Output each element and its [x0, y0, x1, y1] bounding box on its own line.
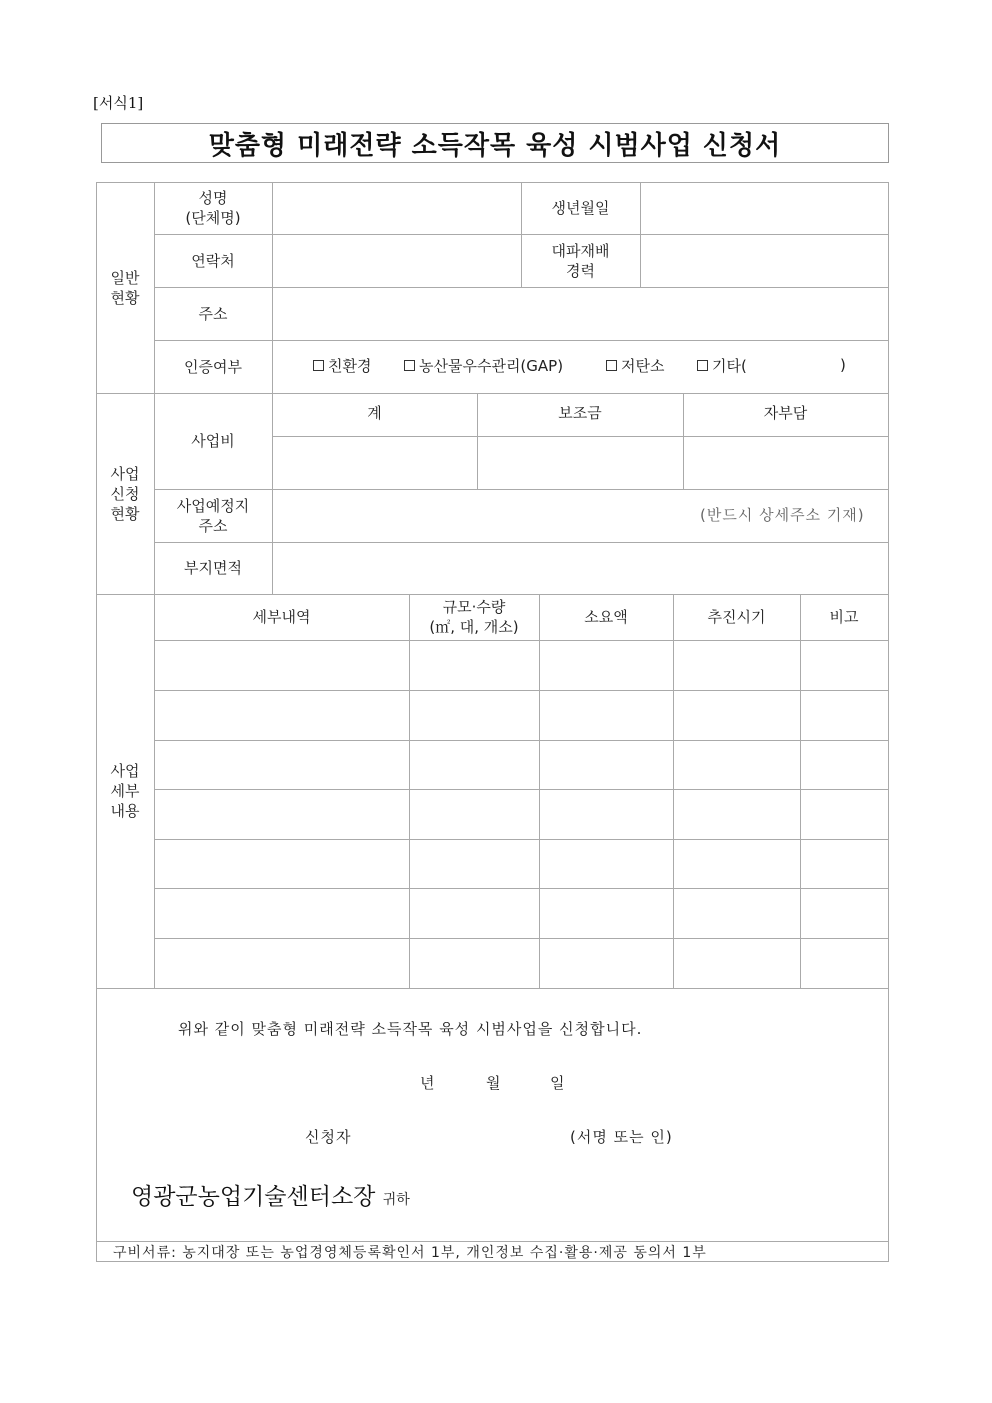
cost-total-field[interactable] [273, 437, 477, 489]
cert-option-label: 기타( [712, 356, 747, 375]
details-cost-header: 소요액 [584, 608, 628, 626]
career-label: 대파재배 경력 [551, 241, 610, 280]
checkbox-icon[interactable] [697, 360, 708, 371]
name-field[interactable] [273, 183, 521, 234]
address-label: 주소 [198, 304, 228, 323]
title-box [101, 123, 889, 163]
checkbox-icon[interactable] [606, 360, 617, 371]
date-month-label: 월 [486, 1074, 502, 1092]
cert-option-label: 친환경 [328, 356, 372, 375]
section-project-status: 사업 신청 현황 [110, 464, 140, 523]
cost-total-header: 계 [367, 404, 382, 422]
section-general-status: 일반 현황 [110, 268, 140, 307]
form-number: [서식1] [93, 94, 144, 112]
project-site-label: 사업예정지 주소 [176, 496, 250, 535]
cert-other-close: ) [840, 356, 846, 374]
cert-option-gap[interactable] [404, 355, 563, 375]
details-period-header: 추진시기 [707, 608, 766, 626]
details-row-4[interactable] [155, 790, 888, 839]
applicant-label: 신청자 [305, 1128, 352, 1146]
section-project-details: 사업 세부 내용 [110, 762, 140, 820]
site-address-note: (반드시 상세주소 기재) [700, 506, 865, 524]
addressee [131, 1178, 410, 1211]
date-day-label: 일 [550, 1074, 566, 1092]
site-area-field[interactable] [273, 543, 888, 594]
checkbox-icon[interactable] [313, 360, 324, 371]
name-label: 성명 (단체명) [185, 189, 241, 227]
site-area-label: 부지면적 [184, 559, 242, 577]
page-title: 맞춤형 미래전략 소득작목 육성 시범사업 신청서 [208, 130, 782, 161]
cert-option-other[interactable] [697, 355, 747, 375]
addressee-name: 영광군농업기술센터소장 [131, 1184, 376, 1210]
details-row-6[interactable] [155, 889, 888, 938]
project-cost-label: 사업비 [191, 432, 235, 450]
cert-other-field[interactable] [754, 355, 844, 375]
birthdate-field[interactable] [641, 183, 888, 234]
checkbox-icon[interactable] [404, 360, 415, 371]
applicant-field[interactable] [380, 1122, 560, 1148]
cost-self-field[interactable] [684, 437, 888, 489]
application-statement: 위와 같이 맞춤형 미래전략 소득작목 육성 시범사업을 신청합니다. [178, 1020, 643, 1038]
details-row-7[interactable] [155, 939, 888, 988]
details-row-1[interactable] [155, 641, 888, 690]
certification-label: 인증여부 [184, 357, 242, 376]
career-field[interactable] [641, 235, 888, 287]
cost-self-header: 자부담 [763, 404, 808, 422]
cert-option-low-carbon[interactable] [606, 355, 664, 375]
date-year-label: 년 [420, 1074, 436, 1092]
cert-option-label: 저탄소 [621, 356, 665, 375]
contact-label: 연락처 [191, 251, 235, 270]
cost-subsidy-header: 보조금 [558, 404, 602, 422]
contact-field[interactable] [273, 235, 521, 287]
details-scale-header: 규모·수량 (㎡, 대, 개소) [429, 598, 519, 636]
signature-hint: (서명 또는 인) [570, 1128, 673, 1146]
details-row-3[interactable] [155, 741, 888, 789]
addressee-suffix: 귀하 [382, 1192, 410, 1208]
details-item-header: 세부내역 [252, 608, 311, 626]
required-documents-note: 구비서류: 농지대장 또는 농업경영체등록확인서 1부, 개인정보 수집·활용·제공 동의서 1부 [113, 1245, 707, 1261]
cert-option-label: 농산물우수관리(GAP) [419, 356, 564, 375]
details-row-5[interactable] [155, 840, 888, 888]
cost-subsidy-field[interactable] [478, 437, 683, 489]
details-row-2[interactable] [155, 691, 888, 740]
details-remarks-header: 비고 [829, 608, 859, 626]
cert-option-eco[interactable] [313, 355, 371, 375]
address-field[interactable] [273, 288, 888, 340]
birthdate-label: 생년월일 [551, 199, 610, 217]
